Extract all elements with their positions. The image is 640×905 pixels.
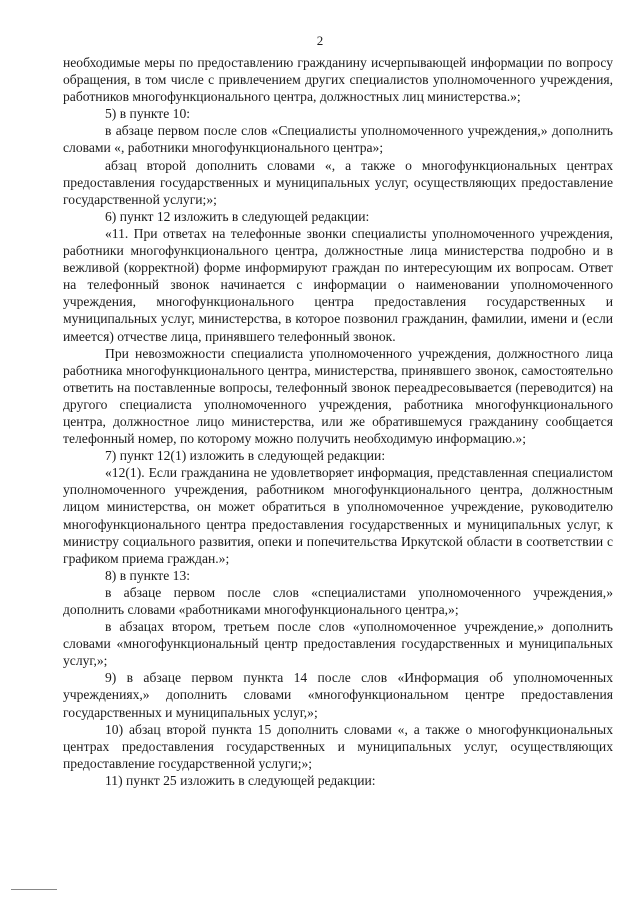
paragraph: в абзаце первом после слов «Специалисты уполномоченного учреждения,» дополнить словами «, работники многофункционального центра»;: [63, 123, 613, 156]
paragraph: 10) абзац второй пункта 15 дополнить словами «, а также о многофункциональных центрах предоставления государственных и муниципальных услуг, осуществляющих предоставление государственной услуги;»;: [63, 721, 613, 771]
page-number: 2: [316, 33, 324, 48]
paragraph: 7) пункт 12(1) изложить в следующей редакции:: [105, 448, 386, 464]
paragraph: 6) пункт 12 изложить в следующей редакции:: [105, 208, 370, 224]
paragraph: 9) в абзаце первом пункта 14 после слов «Информация об уполномоченных учреждениях,» дополнить словами «многофункциональном центре предоставления государственных и муниципальных услуг,»;: [63, 670, 613, 720]
paragraph: 11) пункт 25 изложить в следующей редакции:: [105, 772, 376, 788]
paragraph: 5) в пункте 10:: [105, 106, 191, 122]
paragraph: абзац второй дополнить словами «, а также о многофункциональных центрах предоставления государственных и муниципальных услуг, осуществляющих предоставление государственной услуги;»;: [63, 157, 613, 207]
paragraph: в абзацах втором, третьем после слов «уполномоченное учреждение,» дополнить словами «многофункциональный центр предоставления государственных и муниципальных услуг,»;: [63, 619, 613, 669]
paragraph: необходимые меры по предоставлению гражданину исчерпывающей информации по вопросу обращения, в том числе с привлечением других специалистов уполномоченного учреждения, работников многофункционального центра, должностных лиц министерства.»;: [63, 55, 613, 105]
paragraph: «12(1). Если гражданина не удовлетворяет информация, представленная специалистом уполномоченного учреждения, работником многофункционального центра, должностным лицом министерства, он может обратиться в уполномоченное учреждение, руководителю многофункционального центра предоставления государственных и муниципальных услуг, к министру социального развития, опеки и попечительства Иркутской области в соответствии с графиком приема граждан.»;: [63, 465, 613, 566]
document-body: [63, 54, 613, 789]
paragraph: 8) в пункте 13:: [105, 567, 191, 583]
paragraph: в абзаце первом после слов «специалистами уполномоченного учреждения,» дополнить словами «работниками многофункционального центра,»;: [63, 584, 613, 617]
paragraph: При невозможности специалиста уполномоченного учреждения, должностного лица работника многофункционального центра, министерства, принявшего звонок, самостоятельно ответить на поставленные вопросы, телефонный звонок переадресовывается (переводится) на другого специалиста уполномоченного учреждения, работника многофункционального центра, должностное лицо министерства, или же обратившемуся гражданину сообщается телефонный номер, по которому можно получить необходимую информацию.»;: [63, 345, 613, 447]
paragraph: «11. При ответах на телефонные звонки специалисты уполномоченного учреждения, работники многофункционального центра, должностные лица министерства подробно и в вежливой (корректной) форме информируют граждан по интересующим их вопросам. Ответ на телефонный звонок начинается с информации о наименовании уполномоченного учреждения, многофункционального центра предоставления государственных и муниципальных услуг, министерства, в которое позвонил гражданин, фамилии, имени и (если имеется) отчестве лица, принявшего телефонный звонок.: [63, 225, 613, 344]
footer-rule: [11, 889, 57, 890]
